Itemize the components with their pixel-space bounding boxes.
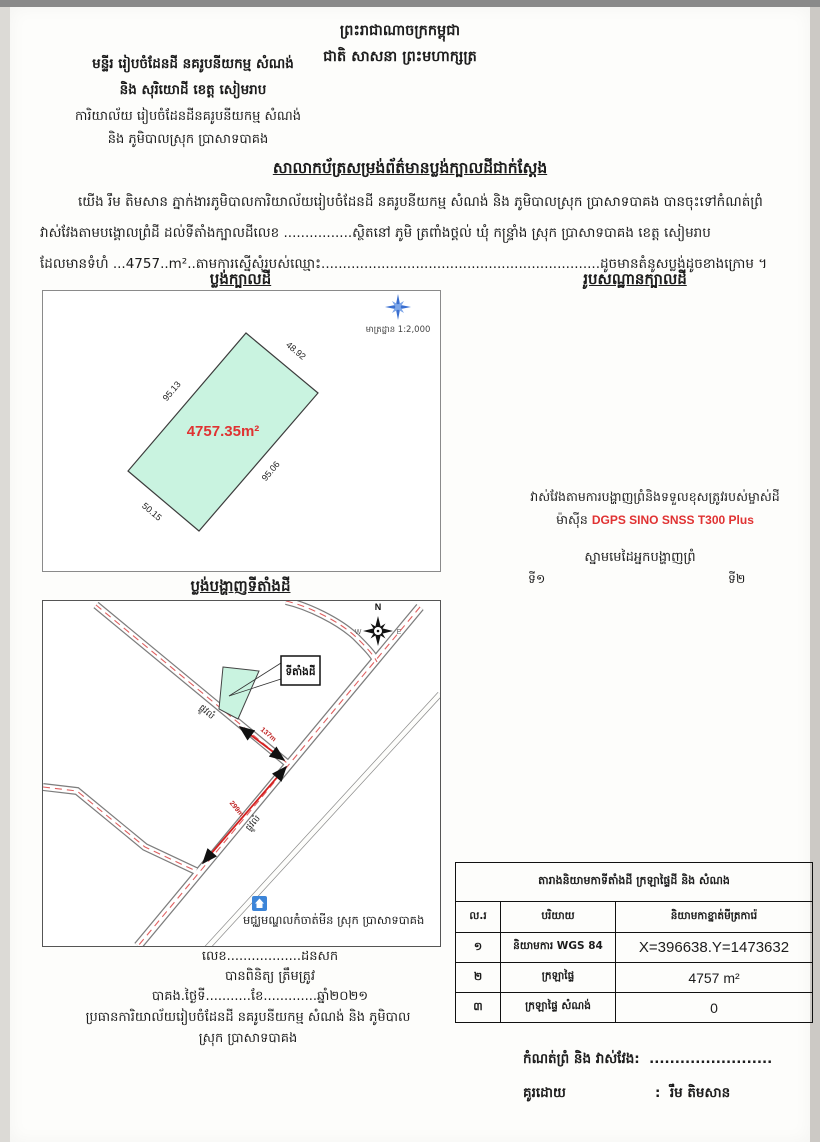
edge-length-bottom: 50.15 (140, 500, 164, 523)
photo-top-edge (0, 0, 820, 7)
row1-description: និយាមការ WGS 84 (501, 933, 616, 963)
poi-building-icon (252, 896, 267, 911)
body-paragraph-line1: យើង រឹម តិមសាន ភ្នាក់ងារភូមិបាលការិយាល័យរៀបចំដែនដី នគរូបនីយកម្ម សំណង់ និង ភូមិបាលស្រុក ប្រាសាទបាគង បានចុះទៅកំណត់ព្រំ (78, 194, 763, 210)
coordinates-table (455, 862, 813, 1023)
parcel-shape-heading: រូបសណ្ឋានក្បាលដី (583, 270, 687, 288)
office-name-line1: ការិយាល័យ រៀបចំដែនដីនគរូបនីយកម្ម សំណង់ (74, 109, 302, 124)
document-title: សាលាកប័ត្រសម្រង់ព័ត៌មានប្លង់ក្បាលដីជាក់ស្តែង (272, 159, 548, 177)
kingdom-motto-line1: ព្រះរាជាណាចក្រកម្ពុជា (339, 23, 461, 39)
thumbprint-1-label: ទី១ (528, 571, 546, 586)
drawn-by-name: រឹម តិមសាន (669, 1085, 731, 1101)
approval-checked-line: បានពិនិត្យ ត្រឹមត្រូវ (224, 969, 316, 984)
compass-n-label: N (374, 602, 382, 612)
thumbprint-title: ស្នាមមេដៃអ្នកបង្ហាញព្រំ (584, 550, 696, 565)
approval-chief-line: ប្រធានការិយាល័យរៀបចំដែនដី នគរូបនីយកម្ម សំណង់ និង ភូមិបាល (85, 1010, 411, 1025)
department-name-line2: និង សុរិយោដី ខេត្ត សៀមរាប (119, 82, 267, 98)
distance-label-137m: 137m (258, 726, 278, 744)
surveyed-by-dots: ........................ (649, 1051, 773, 1067)
parcel-tag-label: ទីតាំងដី (285, 666, 316, 678)
office-name-line2: និង ភូមិបាលស្រុក ប្រាសាទបាគង (107, 132, 269, 147)
row3-value: 0 (616, 993, 813, 1023)
parcel-plan-heading: ប្លង់ក្បាលដី (209, 270, 272, 288)
table-title: តារាងនិយាមកាទីតាំងដី ក្រឡាផ្ទៃដី និង សំណង (456, 863, 813, 902)
row2-description: ក្រឡាផ្ទៃ (501, 963, 616, 993)
row1-no: ១ (456, 933, 501, 963)
row2-value: 4757 m² (616, 963, 813, 993)
machine-label: ម៉ាស៊ីន (556, 512, 588, 527)
body-paragraph-line3: ដែលមានទំហំ ...4757..m²..តាមការស្នើសុំរបស់ឈ្មោះ.................................................................ដូចមានតំនូសប្លង់ដូចខាងក្រោម ។ (40, 256, 768, 272)
drawn-by-label: គូរដោយ (523, 1085, 566, 1101)
row2-no: ២ (456, 963, 501, 993)
approval-date-line: បាគង.ថ្ងៃទី...........ខែ.............ឆ្នាំ២០២១ (151, 989, 369, 1004)
surveyed-by-line (523, 1050, 772, 1070)
approval-district-line: ស្រុក ប្រាសាទបាគង (198, 1031, 298, 1046)
compass-e-label: E (396, 629, 402, 636)
table-header-row (456, 902, 813, 933)
road-label-upper: ផ្លូវលំ (196, 703, 217, 722)
poi-label: មជ្ឈមណ្ឌលកំចាត់មីន ស្រុក ប្រាសាទបាគង (243, 913, 425, 927)
table-title-row (456, 863, 813, 902)
edge-length-top: 48.92 (284, 339, 308, 362)
col-header-description: បរិយាយ (501, 902, 616, 933)
machine-line (470, 512, 820, 531)
compass-w-label: W (354, 629, 362, 636)
row3-no: ៣ (456, 993, 501, 1023)
edge-length-left: 95.13 (160, 379, 183, 403)
table-row (456, 993, 813, 1023)
department-name-line1: មន្ទីរ រៀបចំដែនដី នគរូបនីយកម្ម សំណង់ (92, 56, 294, 72)
distance-label-299m: 299m (227, 799, 245, 819)
parcel-plan-drawing (43, 291, 440, 571)
parcel-area-label: 4757.35m² (186, 423, 260, 440)
scale-label: មាត្រដ្ឋាន 1:2,000 (365, 325, 431, 335)
kingdom-motto-line2: ជាតិ សាសនា ព្រះមហាក្សត្រ (323, 49, 477, 65)
col-header-value: និយាមកាខ្នាត់មីត្រការ៉េ (616, 902, 813, 933)
road-label-main: ផ្លូវលំ (244, 813, 263, 834)
measurement-note: វាស់វែងតាមការបង្ហាញព្រំនិងទទួលខុសត្រូវរបស់ម្ចាស់ដី (530, 489, 780, 504)
table-row (456, 963, 813, 993)
parcel-plan-box (42, 290, 441, 572)
row3-description: ក្រឡាផ្ទៃ សំណង់ (501, 993, 616, 1023)
location-map-drawing (43, 601, 440, 946)
thumbprint-2-label: ទី២ (728, 571, 746, 586)
distance-segment-299m (203, 767, 286, 863)
approval-number-line: លេខ..................ដនសក (201, 949, 339, 964)
location-map-box (42, 600, 441, 947)
body-paragraph-line2: វាស់វែងតាមបង្គោលព្រំដី ដល់ទីតាំងក្បាលដីលេខ ................ស្ថិតនៅ ភូមិ ត្រពាំងថ្គល់ ឃុំ កន្ទ្រាំង ស្រុក ប្រាសាទបាគង ខេត្ត សៀមរាប (40, 225, 711, 241)
drawn-by-line (523, 1084, 730, 1104)
row1-value: X=396638.Y=1473632 (616, 933, 813, 963)
col-header-no: ល.រ (456, 902, 501, 933)
map-roads (43, 601, 440, 946)
surveyed-by-label: កំណត់ព្រំ និង វាស់វែង: (523, 1051, 640, 1067)
north-star-icon (385, 294, 411, 320)
table-row (456, 933, 813, 963)
location-map-heading: ប្លង់បង្ហាញទីតាំងដី (190, 577, 291, 595)
edge-length-right: 95.06 (259, 459, 282, 483)
drawn-by-colon: : (655, 1085, 661, 1101)
machine-name: DGPS SINO SNSS T300 Plus (591, 513, 754, 527)
